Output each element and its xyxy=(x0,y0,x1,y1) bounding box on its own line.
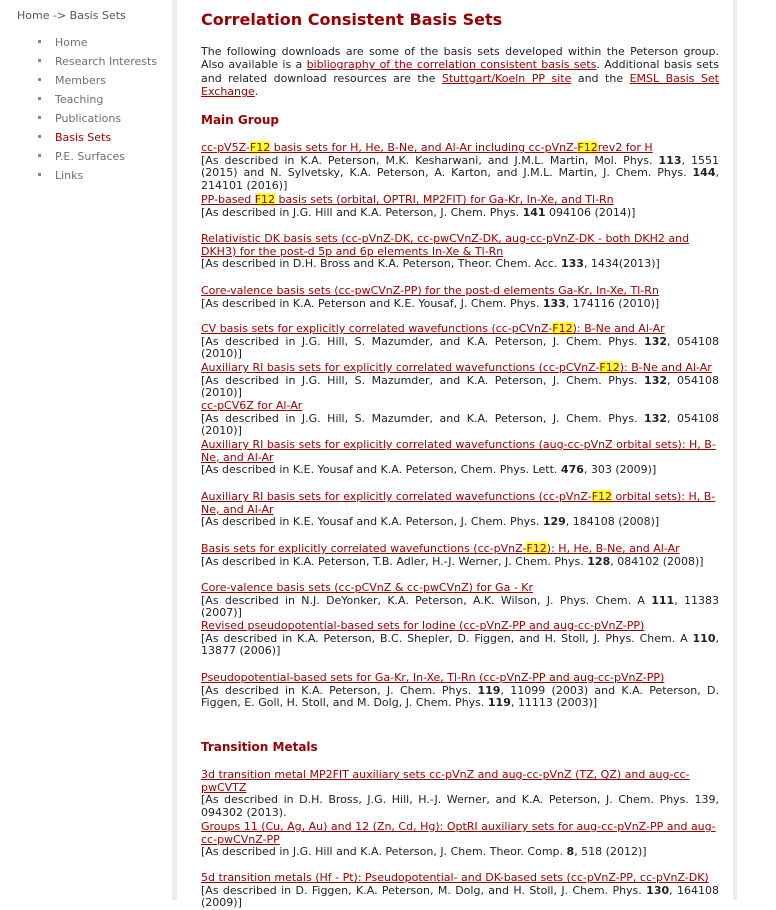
basis-set-entry xyxy=(201,582,719,620)
citation: [As described in K.E. Yousaf and K.A. Peterson, J. Chem. Phys. 129, 184108 (2008)] xyxy=(201,515,660,529)
nav-item-basis-sets[interactable] xyxy=(38,131,157,150)
intro-text: The following downloads are some of the basis sets developed within the Peterson group. Also available is a xyxy=(201,45,719,72)
citation: [As described in J.G. Hill, S. Mazumder, and K.A. Peterson, J. Chem. Phys. 132, 054108 (2010)] xyxy=(201,334,720,361)
highlight-f12: F12 xyxy=(577,141,598,154)
emsl-link[interactable]: EMSL Basis Set Exchange xyxy=(201,71,719,99)
bullet-icon xyxy=(38,59,41,62)
nav-item-label: Basis Sets xyxy=(55,131,112,144)
nav-item-publications[interactable] xyxy=(38,112,157,131)
citation: [As described in K.E. Yousaf and K.A. Peterson, Chem. Phys. Lett. 476, 303 (2009)] xyxy=(201,463,657,477)
citation: [As described in J.G. Hill, S. Mazumder, and K.A. Peterson, J. Chem. Phys. 132, 054108 (2010)] xyxy=(201,411,720,438)
citation: [As described in D. Figgen, K.A. Peterson, M. Dolg, and H. Stoll, J. Chem. Phys. 130, 164108 (2009)] xyxy=(201,883,719,910)
citation: [As described in D.H. Bross, J.G. Hill, H.-J. Werner, and K.A. Peterson, J. Chem. Phys. 139, 094302 (2013). xyxy=(201,793,719,819)
highlight-f12: F12 xyxy=(599,361,620,374)
nav-item-label: Links xyxy=(55,169,84,182)
citation: [As described in J.G. Hill and K.A. Peterson, J. Chem. Theor. Comp. 8, 518 (2012)] xyxy=(201,845,647,859)
nav-item-pe-surfaces[interactable] xyxy=(38,150,157,169)
basis-set-entry xyxy=(201,620,719,658)
basis-set-entry xyxy=(201,142,719,192)
basis-set-entry xyxy=(201,323,719,361)
citation: [As described in K.A. Peterson, T.B. Adler, H.-J. Werner, J. Chem. Phys. 128, 084102 (2008)] xyxy=(201,554,704,568)
nav-item-label: Home xyxy=(55,36,88,49)
basis-set-entry xyxy=(201,769,719,819)
basis-set-entry xyxy=(201,872,719,910)
page-title: Correlation Consistent Basis Sets xyxy=(201,10,503,29)
basis-set-link[interactable]: Auxiliary RI basis sets for explicitly correlated wavefunctions (cc-pVnZ-F12 orbital sets): H, B-Ne, and Al-Ar xyxy=(201,490,716,516)
basis-set-link[interactable]: CV basis sets for explicitly correlated wavefunctions (cc-pCVnZ-F12): B-Ne and Al-Ar xyxy=(201,322,665,335)
nav-item-label: P.E. Surfaces xyxy=(55,150,125,163)
basis-set-link[interactable]: cc-pCV6Z for Al-Ar xyxy=(201,399,303,412)
sidebar xyxy=(0,0,172,900)
basis-set-link[interactable]: 3d transition metal MP2FIT auxiliary sets cc-pVnZ and aug-cc-pVnZ (TZ, QZ) and aug-cc-pwCVTZ xyxy=(201,768,690,794)
basis-set-link[interactable]: Basis sets for explicitly correlated wavefunctions (cc-pVnZ-F12): H, He, B-Ne, and Al-Ar xyxy=(201,542,680,555)
highlight-f12: F12 xyxy=(591,490,613,503)
basis-set-link[interactable]: Auxiliary RI basis sets for explicitly correlated wavefunctions (aug-cc-pVnZ orbital sets): H, B-Ne, and Al-Ar xyxy=(201,438,716,464)
nav-item-members[interactable] xyxy=(38,74,157,93)
section-title-transition-metals: Transition Metals xyxy=(201,740,318,754)
basis-set-entry xyxy=(201,821,719,859)
citation: [As described in K.A. Peterson, J. Chem. Phys. 119, 11099 (2003) and K.A. Peterson, D. Figgen, E. Goll, H. Stoll, and M. Dolg, J. Chem. Phys. 119, 11113 (2003)] xyxy=(201,683,719,710)
nav-item-home[interactable] xyxy=(38,36,157,55)
basis-set-link[interactable]: Core-valence basis sets (cc-pCVnZ & cc-pwCVnZ) for Ga - Kr xyxy=(201,581,534,594)
section-title-main-group: Main Group xyxy=(201,113,280,127)
basis-set-link[interactable]: 5d transition metals (Hf - Pt): Pseudopotential- and DK-based sets (cc-pVnZ-PP, cc-pVnZ-DK) xyxy=(201,871,709,884)
basis-set-link[interactable]: Groups 11 (Cu, Ag, Au) and 12 (Zn, Cd, Hg): OptRI auxiliary sets for aug-cc-pVnZ-PP and aug-cc-pwCVnZ-PP xyxy=(201,820,716,846)
bibliography-link[interactable]: bibliography of the correlation consistent basis sets xyxy=(306,58,597,72)
nav-item-label: Research Interests xyxy=(55,55,158,68)
citation: [As described in D.H. Bross and K.A. Peterson, Theor. Chem. Acc. 133, 1434(2013)] xyxy=(201,257,660,271)
nav-menu xyxy=(38,36,157,188)
basis-set-entry xyxy=(201,400,719,438)
citation: [As described in J.G. Hill and K.A. Peterson, J. Chem. Phys. 141 094106 (2014)] xyxy=(201,205,636,219)
citation: [As described in K.A. Peterson, M.K. Kesharwani, and J.M.L. Martin, Mol. Phys. 113, 1551 (2015) and N. Sylvetsky, K.A. Peterson, A. Karton, and J.M.L. Martin, J. Chem. Phys. 144, 214101 (2016)] xyxy=(201,153,719,192)
bullet-icon xyxy=(38,173,41,176)
bullet-icon xyxy=(38,78,41,81)
basis-set-link[interactable]: Relativistic DK basis sets (cc-pVnZ-DK, cc-pwCVnZ-DK, aug-cc-pVnZ-DK - both DKH2 and DKH3) for the post-d 5p and 6p elements In-Xe & Tl-Rn xyxy=(201,232,690,258)
citation: [As described in J.G. Hill, S. Mazumder, and K.A. Peterson, J. Chem. Phys. 132, 054108 (2010)] xyxy=(201,373,720,400)
intro-text: and the xyxy=(571,71,630,85)
highlight-f12: F12 xyxy=(526,542,547,555)
sidebar-divider xyxy=(172,0,177,900)
basis-set-entry xyxy=(201,285,719,310)
basis-set-link[interactable]: Core-valence basis sets (cc-pwCVnZ-PP) for the post-d elements Ga-Kr, In-Xe, Tl-Rn xyxy=(201,284,659,297)
basis-set-link[interactable]: Auxiliary RI basis sets for explicitly correlated wavefunctions (cc-pCVnZ-F12): B-Ne and Al-Ar xyxy=(201,361,712,374)
basis-set-entry xyxy=(201,233,719,271)
basis-set-link[interactable]: cc-pV5Z-F12 basis sets for H, He, B-Ne, and Al-Ar including cc-pVnZ-F12rev2 for H xyxy=(201,141,653,154)
nav-item-teaching[interactable] xyxy=(38,93,157,112)
bullet-icon xyxy=(38,116,41,119)
intro-text: . xyxy=(254,85,259,99)
basis-set-link[interactable]: Revised pseudopotential-based sets for Iodine (cc-pVnZ-PP and aug-cc-pVnZ-PP) xyxy=(201,619,645,632)
basis-set-entry xyxy=(201,439,719,477)
highlight-f12: F12 xyxy=(249,141,271,154)
stuttgart-koeln-link[interactable]: Stuttgart/Koeln PP site xyxy=(441,71,572,85)
basis-set-entry xyxy=(201,194,719,219)
citation: [As described in K.A. Peterson, B.C. Shepler, D. Figgen, and H. Stoll, J. Phys. Chem. A 110, 13877 (2006)] xyxy=(201,631,719,658)
highlight-f12: F12 xyxy=(552,322,573,335)
nav-item-label: Teaching xyxy=(55,93,104,106)
citation: [As described in N.J. DeYonker, K.A. Peterson, A.K. Wilson, J. Phys. Chem. A 111, 11383 (2007)] xyxy=(201,593,719,620)
basis-set-link[interactable]: PP-based F12 basis sets (orbital, OPTRI, MP2FIT) for Ga-Kr, In-Xe, and Tl-Rn xyxy=(201,193,614,206)
basis-set-link[interactable]: Pseudopotential-based sets for Ga-Kr, In-Xe, Tl-Rn (cc-pVnZ-PP and aug-cc-pVnZ-PP) xyxy=(201,671,665,684)
content-border xyxy=(733,0,737,900)
basis-set-entry xyxy=(201,362,719,400)
bullet-icon xyxy=(38,154,41,157)
bullet-icon xyxy=(38,97,41,100)
nav-item-label: Members xyxy=(55,74,106,87)
nav-item-research-interests[interactable] xyxy=(38,55,157,74)
nav-item-label: Publications xyxy=(55,112,122,125)
highlight-f12: F12 xyxy=(254,193,276,206)
basis-set-entry xyxy=(201,491,719,529)
bullet-icon xyxy=(38,135,41,138)
bullet-icon xyxy=(38,40,41,43)
intro-text: . Additional basis sets and related download resources are the xyxy=(201,58,719,85)
basis-set-entry xyxy=(201,672,719,710)
nav-item-links[interactable] xyxy=(38,169,157,188)
breadcrumb: Home -> Basis Sets xyxy=(17,9,126,22)
basis-set-entry xyxy=(201,543,719,568)
intro-paragraph xyxy=(201,45,719,99)
citation: [As described in K.A. Peterson and K.E. Yousaf, J. Chem. Phys. 133, 174116 (2010)] xyxy=(201,296,660,310)
